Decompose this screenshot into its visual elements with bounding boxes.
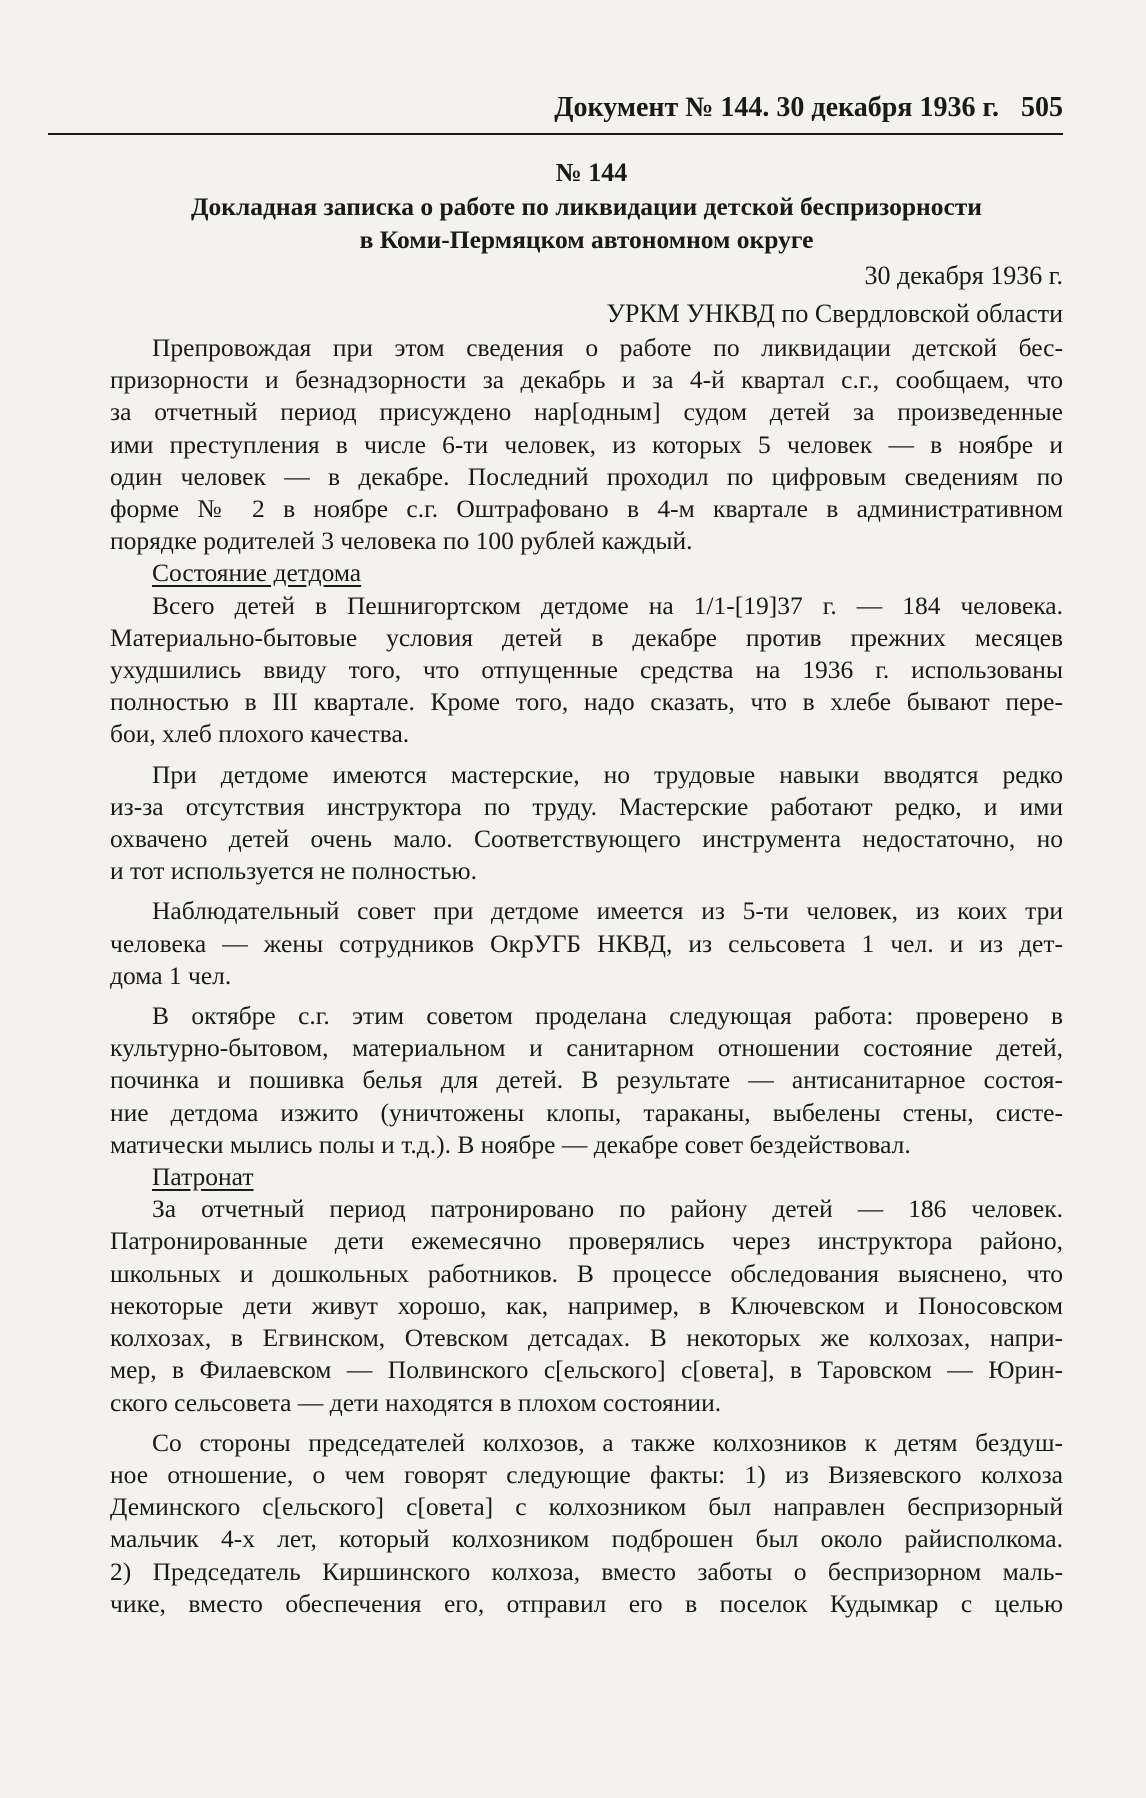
text-line: починка и пошивка белья для детей. В результате — антисанитарное состоя- bbox=[110, 1065, 1063, 1095]
text-line: Всего детей в Пешнигортском детдоме на 1/1-[19]37 г. — 184 человека. bbox=[152, 590, 1063, 620]
text-line: мер, в Филаевском — Полвинского с[ельского] с[овета], в Таровском — Юрин- bbox=[110, 1355, 1063, 1385]
text-line: матически мылись полы и т.д.). В ноябре — декабре совет бездействовал. bbox=[110, 1129, 911, 1159]
paragraph-orphanage-1 bbox=[110, 590, 1063, 751]
text-line: некоторые дети живут хорошо, как, например, в Ключевском и Поносовском bbox=[110, 1290, 1063, 1320]
paragraph-orphanage-3 bbox=[110, 895, 1063, 992]
text-line: 2) Председатель Киршинского колхоза, вместо заботы о беспризорном маль- bbox=[110, 1556, 1063, 1586]
paragraph-orphanage-4 bbox=[110, 1000, 1063, 1161]
section-heading-orphanage: Состояние детдома bbox=[152, 558, 362, 588]
document-title-line: в Коми-Пермяцком автономном округе bbox=[359, 225, 814, 254]
text-line: ное отношение, о чем говорят следующие факты: 1) из Визяевского колхоза bbox=[110, 1459, 1063, 1489]
section-heading-patronage: Патронат bbox=[152, 1162, 254, 1192]
text-line: и тот используется не полностью. bbox=[110, 856, 477, 886]
paragraph-orphanage-2 bbox=[110, 759, 1063, 888]
text-line: При детдоме имеются мастерские, но трудовые навыки вводятся редко bbox=[152, 759, 1063, 789]
document-number: № 144 bbox=[555, 158, 628, 187]
text-line: Деминского с[ельского] с[овета] с колхозником был направлен беспризорный bbox=[110, 1492, 1063, 1522]
paragraph-patronage-1 bbox=[110, 1193, 1063, 1418]
text-line: мальчик 4-х лет, который колхозником подброшен был около райисполкома. bbox=[110, 1524, 1063, 1554]
text-line: один человек — в декабре. Последний проходил по цифровым сведениям по bbox=[110, 461, 1063, 491]
running-header bbox=[48, 90, 1063, 126]
text-line: чике, вместо обеспечения его, отправил его в поселок Кудымкар с целью bbox=[110, 1588, 1063, 1618]
text-line: Препровождая при этом сведения о работе по ликвидации детской бес- bbox=[152, 333, 1063, 362]
text-line: порядке родителей 3 человека по 100 рублей каждый. bbox=[110, 526, 693, 556]
header-rule bbox=[48, 133, 1063, 135]
text-line: человека — жены сотрудников ОкрУГБ НКВД, из сельсовета 1 чел. и из дет- bbox=[110, 928, 1063, 958]
text-line: колхозах, в Егвинском, Отевском детсадах. В некоторых же колхозах, напри- bbox=[110, 1323, 1063, 1353]
document-date: 30 декабря 1936 г. bbox=[864, 261, 1063, 290]
text-line: ского сельсовета — дети находятся в плохом состоянии. bbox=[110, 1387, 722, 1417]
document-content bbox=[110, 156, 1063, 1620]
text-line: Материально-бытовые условия детей в декабре против прежних месяцев bbox=[110, 622, 1063, 652]
text-line: призорности и безнадзорности за декабрь и за 4-й квартал с.г., сообщаем, что bbox=[110, 365, 1063, 395]
text-line: за отчетный период присуждено нар[одным] судом детей за произведенные bbox=[110, 397, 1063, 427]
document-title bbox=[110, 190, 1063, 256]
text-line: Со стороны председателей колхозов, а также колхозников к детям бездуш- bbox=[152, 1427, 1063, 1457]
text-line: бои, хлеб плохого качества. bbox=[110, 719, 410, 749]
paragraph-intro bbox=[110, 332, 1063, 557]
text-line: охвачено детей очень мало. Соответствующего инструмента недостаточно, но bbox=[110, 824, 1063, 854]
text-line: ние детдома изжито (уничтожены клопы, тараканы, выбелены стены, систе- bbox=[110, 1097, 1063, 1127]
text-line: из-за отсутствия инструктора по труду. Мастерские работают редко, и ими bbox=[110, 791, 1063, 821]
text-line: Наблюдательный совет при детдоме имеется из 5-ти человек, из коих три bbox=[152, 896, 1063, 926]
header-title: Документ № 144. 30 декабря 1936 г. bbox=[554, 92, 999, 123]
text-line: культурно-бытовом, материальном и санитарном отношении состояние детей, bbox=[110, 1033, 1063, 1063]
paragraph-patronage-2 bbox=[110, 1427, 1063, 1620]
text-line: дома 1 чел. bbox=[110, 960, 232, 990]
document-title-line: Докладная записка о работе по ликвидации детской беспризорности bbox=[190, 192, 982, 221]
text-line: школьных и дошкольных работников. В процессе обследования выяснено, что bbox=[110, 1258, 1063, 1288]
text-line: ими преступления в числе 6-ти человек, из которых 5 человек — в ноябре и bbox=[110, 429, 1063, 459]
text-line: форме № 2 в ноябре с.г. Оштрафовано в 4-м квартале в административном bbox=[110, 494, 1063, 524]
text-line: Патронированные дети ежемесячно проверялись через инструктора районо, bbox=[110, 1226, 1063, 1256]
page-number: 505 bbox=[1021, 92, 1063, 123]
text-line: В октябре с.г. этим советом проделана следующая работа: проверено в bbox=[152, 1001, 1063, 1031]
text-line: За отчетный период патронировано по району детей — 186 человек. bbox=[152, 1194, 1063, 1224]
text-line: полностью в III квартале. Кроме того, надо сказать, что в хлебе бывают пере- bbox=[110, 687, 1063, 717]
document-addressee: УРКМ УНКВД по Свердловской области bbox=[606, 299, 1063, 328]
text-line: ухудшились ввиду того, что отпущенные средства на 1936 г. использованы bbox=[110, 655, 1063, 685]
